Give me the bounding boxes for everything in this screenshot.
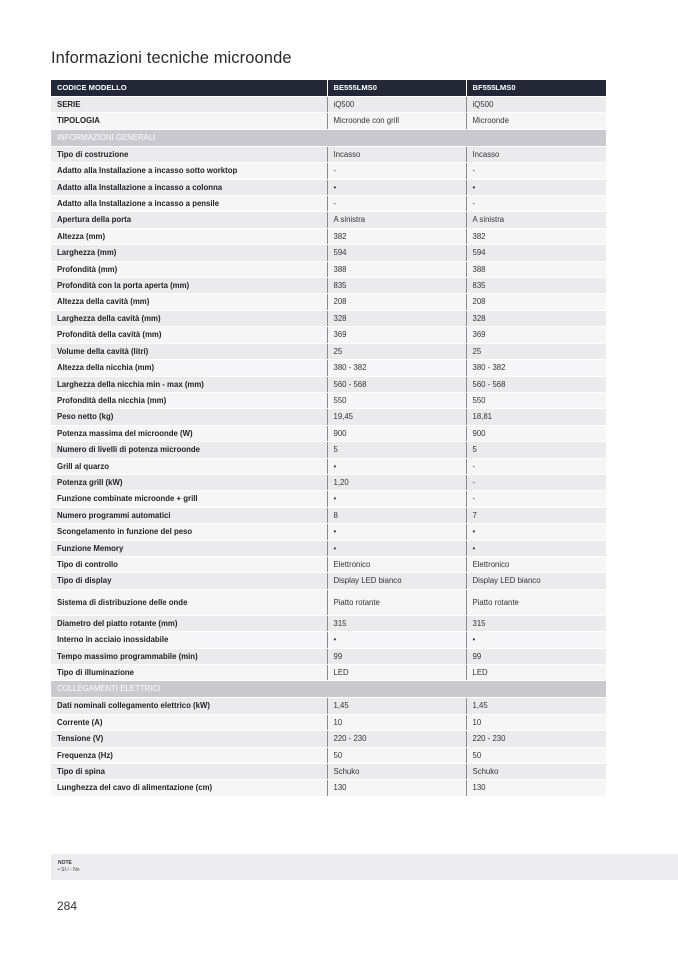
- row-label: Profondità della nicchia (mm): [51, 392, 327, 408]
- row-value-model-1: Piatto rotante: [327, 589, 466, 615]
- table-row: [51, 196, 606, 212]
- row-label: Profondità con la porta aperta (mm): [51, 278, 327, 294]
- row-value-model-1: •: [327, 179, 466, 195]
- table-row: [51, 343, 606, 359]
- table-row: [51, 648, 606, 664]
- row-value-model-2: 369: [466, 327, 606, 343]
- row-value-model-2: 594: [466, 245, 606, 261]
- row-label: Larghezza (mm): [51, 245, 327, 261]
- table-row: [51, 632, 606, 648]
- row-label: SERIE: [51, 97, 327, 113]
- row-label: TIPOLOGIA: [51, 113, 327, 129]
- row-value-model-2: Piatto rotante: [466, 589, 606, 615]
- row-label: Profondità (mm): [51, 261, 327, 277]
- table-row: [51, 327, 606, 343]
- row-label: Altezza della cavità (mm): [51, 294, 327, 310]
- row-value-model-1: •: [327, 524, 466, 540]
- row-value-model-1: 388: [327, 261, 466, 277]
- row-label: Scongelamento in funzione del peso: [51, 524, 327, 540]
- row-value-model-2: 208: [466, 294, 606, 310]
- row-label: Adatto alla Installazione a incasso a colonna: [51, 179, 327, 195]
- row-label: Potenza massima del microonde (W): [51, 425, 327, 441]
- row-label: Tensione (V): [51, 731, 327, 747]
- table-row: [51, 392, 606, 408]
- row-value-model-1: LED: [327, 665, 466, 681]
- row-value-model-2: -: [466, 474, 606, 490]
- table-row: [51, 310, 606, 326]
- table-row: [51, 212, 606, 228]
- row-label: Peso netto (kg): [51, 409, 327, 425]
- table-row: [51, 491, 606, 507]
- table-body: [51, 97, 606, 797]
- table-row: [51, 474, 606, 490]
- row-label: Profondità della cavità (mm): [51, 327, 327, 343]
- row-value-model-2: •: [466, 632, 606, 648]
- row-value-model-1: 1,45: [327, 698, 466, 714]
- table-row: [51, 764, 606, 780]
- row-value-model-1: 99: [327, 648, 466, 664]
- table-row: [51, 245, 606, 261]
- row-label: Larghezza della cavità (mm): [51, 310, 327, 326]
- row-value-model-1: 560 - 568: [327, 376, 466, 392]
- row-value-model-1: •: [327, 491, 466, 507]
- row-value-model-2: LED: [466, 665, 606, 681]
- spec-table: [51, 80, 606, 797]
- row-label: Tipo di illuminazione: [51, 665, 327, 681]
- row-value-model-1: Schuko: [327, 764, 466, 780]
- row-value-model-1: 130: [327, 780, 466, 796]
- row-value-model-2: Display LED bianco: [466, 573, 606, 589]
- row-value-model-1: 1,20: [327, 474, 466, 490]
- row-label: Potenza grill (kW): [51, 474, 327, 490]
- row-value-model-2: 388: [466, 261, 606, 277]
- row-value-model-2: 550: [466, 392, 606, 408]
- row-value-model-2: -: [466, 196, 606, 212]
- row-value-model-1: •: [327, 540, 466, 556]
- row-label: Apertura della porta: [51, 212, 327, 228]
- notes-box: [51, 854, 678, 880]
- table-row: [51, 507, 606, 523]
- page-title: Informazioni tecniche microonde: [51, 49, 292, 67]
- row-value-model-1: 835: [327, 278, 466, 294]
- row-label: Grill al quarzo: [51, 458, 327, 474]
- row-value-model-1: 220 - 230: [327, 731, 466, 747]
- row-label: Numero di livelli di potenza microonde: [51, 442, 327, 458]
- row-value-model-2: 315: [466, 615, 606, 631]
- row-value-model-2: -: [466, 163, 606, 179]
- row-value-model-1: 594: [327, 245, 466, 261]
- section-header-label: COLLEGAMENTI ELETTRICI: [51, 681, 606, 698]
- row-value-model-2: 99: [466, 648, 606, 664]
- row-value-model-1: 900: [327, 425, 466, 441]
- table-row: [51, 556, 606, 572]
- row-label: Diametro del piatto rotante (mm): [51, 615, 327, 631]
- row-label: Tipo di spina: [51, 764, 327, 780]
- row-value-model-2: 130: [466, 780, 606, 796]
- row-label: Larghezza della nicchia min - max (mm): [51, 376, 327, 392]
- row-value-model-2: 835: [466, 278, 606, 294]
- row-value-model-2: Microonde: [466, 113, 606, 129]
- row-value-model-2: -: [466, 491, 606, 507]
- table-row: [51, 714, 606, 730]
- notes-heading: NOTE: [58, 860, 72, 866]
- notes-text: • SI / - No: [58, 867, 80, 873]
- table-row: [51, 360, 606, 376]
- row-value-model-1: -: [327, 196, 466, 212]
- row-value-model-2: 7: [466, 507, 606, 523]
- header-model-2: BF555LMS0: [466, 80, 606, 97]
- row-value-model-2: 50: [466, 747, 606, 763]
- row-value-model-1: 19,45: [327, 409, 466, 425]
- table-row: [51, 294, 606, 310]
- table-row: [51, 780, 606, 796]
- row-value-model-1: Elettronico: [327, 556, 466, 572]
- table-row: [51, 615, 606, 631]
- row-label: Frequenza (Hz): [51, 747, 327, 763]
- row-value-model-2: iQ500: [466, 97, 606, 113]
- table-row: [51, 97, 606, 113]
- row-value-model-2: 18,81: [466, 409, 606, 425]
- table-row: [51, 458, 606, 474]
- row-value-model-2: 10: [466, 714, 606, 730]
- table-row: [51, 376, 606, 392]
- row-value-model-2: 5: [466, 442, 606, 458]
- table-row: [51, 665, 606, 681]
- table-row: [51, 731, 606, 747]
- table-row: [51, 228, 606, 244]
- table-row: [51, 442, 606, 458]
- row-value-model-1: •: [327, 632, 466, 648]
- table-row: [51, 261, 606, 277]
- row-label: Adatto alla Installazione a incasso sotto worktop: [51, 163, 327, 179]
- row-value-model-1: 10: [327, 714, 466, 730]
- row-value-model-2: Elettronico: [466, 556, 606, 572]
- row-label: Dati nominali collegamento elettrico (kW): [51, 698, 327, 714]
- table-row: [51, 179, 606, 195]
- table-row: [51, 409, 606, 425]
- row-value-model-1: 369: [327, 327, 466, 343]
- table-row: [51, 540, 606, 556]
- row-value-model-1: 550: [327, 392, 466, 408]
- row-label: Interno in acciaio inossidabile: [51, 632, 327, 648]
- table-row: [51, 747, 606, 763]
- row-label: Tipo di costruzione: [51, 146, 327, 162]
- row-label: Tipo di display: [51, 573, 327, 589]
- row-value-model-2: -: [466, 458, 606, 474]
- row-value-model-2: 220 - 230: [466, 731, 606, 747]
- row-value-model-2: 380 - 382: [466, 360, 606, 376]
- row-value-model-1: 8: [327, 507, 466, 523]
- row-label: Corrente (A): [51, 714, 327, 730]
- table-row: [51, 113, 606, 129]
- row-value-model-1: 328: [327, 310, 466, 326]
- table-row: [51, 425, 606, 441]
- table-row: [51, 146, 606, 162]
- row-label: Altezza (mm): [51, 228, 327, 244]
- section-header-label: INFORMAZIONI GENERALI: [51, 129, 606, 146]
- row-value-model-1: A sinistra: [327, 212, 466, 228]
- row-value-model-1: 382: [327, 228, 466, 244]
- header-model-code: CODICE MODELLO: [51, 80, 327, 97]
- row-label: Adatto alla Installazione a incasso a pensile: [51, 196, 327, 212]
- row-value-model-1: •: [327, 458, 466, 474]
- row-value-model-2: •: [466, 540, 606, 556]
- table-row: [51, 524, 606, 540]
- row-value-model-1: 380 - 382: [327, 360, 466, 376]
- row-value-model-1: 25: [327, 343, 466, 359]
- row-value-model-2: Schuko: [466, 764, 606, 780]
- table-row: [51, 573, 606, 589]
- section-header-row: [51, 681, 606, 698]
- row-value-model-2: 560 - 568: [466, 376, 606, 392]
- row-value-model-2: Incasso: [466, 146, 606, 162]
- row-label: Volume della cavità (litri): [51, 343, 327, 359]
- row-value-model-2: 328: [466, 310, 606, 326]
- row-value-model-1: Display LED bianco: [327, 573, 466, 589]
- row-label: Tempo massimo programmabile (min): [51, 648, 327, 664]
- table-row: [51, 698, 606, 714]
- row-label: Funzione Memory: [51, 540, 327, 556]
- table-row: [51, 163, 606, 179]
- row-value-model-2: 25: [466, 343, 606, 359]
- row-value-model-2: A sinistra: [466, 212, 606, 228]
- row-label: Altezza della nicchia (mm): [51, 360, 327, 376]
- row-value-model-2: 1,45: [466, 698, 606, 714]
- row-value-model-1: Microonde con grill: [327, 113, 466, 129]
- row-value-model-1: -: [327, 163, 466, 179]
- header-model-1: BE555LMS0: [327, 80, 466, 97]
- table-row: [51, 278, 606, 294]
- row-value-model-1: 315: [327, 615, 466, 631]
- row-value-model-1: Incasso: [327, 146, 466, 162]
- row-value-model-1: 50: [327, 747, 466, 763]
- row-value-model-1: 208: [327, 294, 466, 310]
- page-number: 284: [57, 899, 78, 913]
- row-label: Funzione combinate microonde + grill: [51, 491, 327, 507]
- table-row: [51, 589, 606, 615]
- table-header-row: [51, 80, 606, 97]
- row-label: Tipo di controllo: [51, 556, 327, 572]
- row-value-model-2: •: [466, 524, 606, 540]
- row-value-model-1: 5: [327, 442, 466, 458]
- row-value-model-2: 382: [466, 228, 606, 244]
- row-value-model-1: iQ500: [327, 97, 466, 113]
- section-header-row: [51, 129, 606, 146]
- row-value-model-2: 900: [466, 425, 606, 441]
- row-value-model-2: •: [466, 179, 606, 195]
- row-label: Lunghezza del cavo di alimentazione (cm): [51, 780, 327, 796]
- row-label: Sistema di distribuzione delle onde: [51, 589, 327, 615]
- row-label: Numero programmi automatici: [51, 507, 327, 523]
